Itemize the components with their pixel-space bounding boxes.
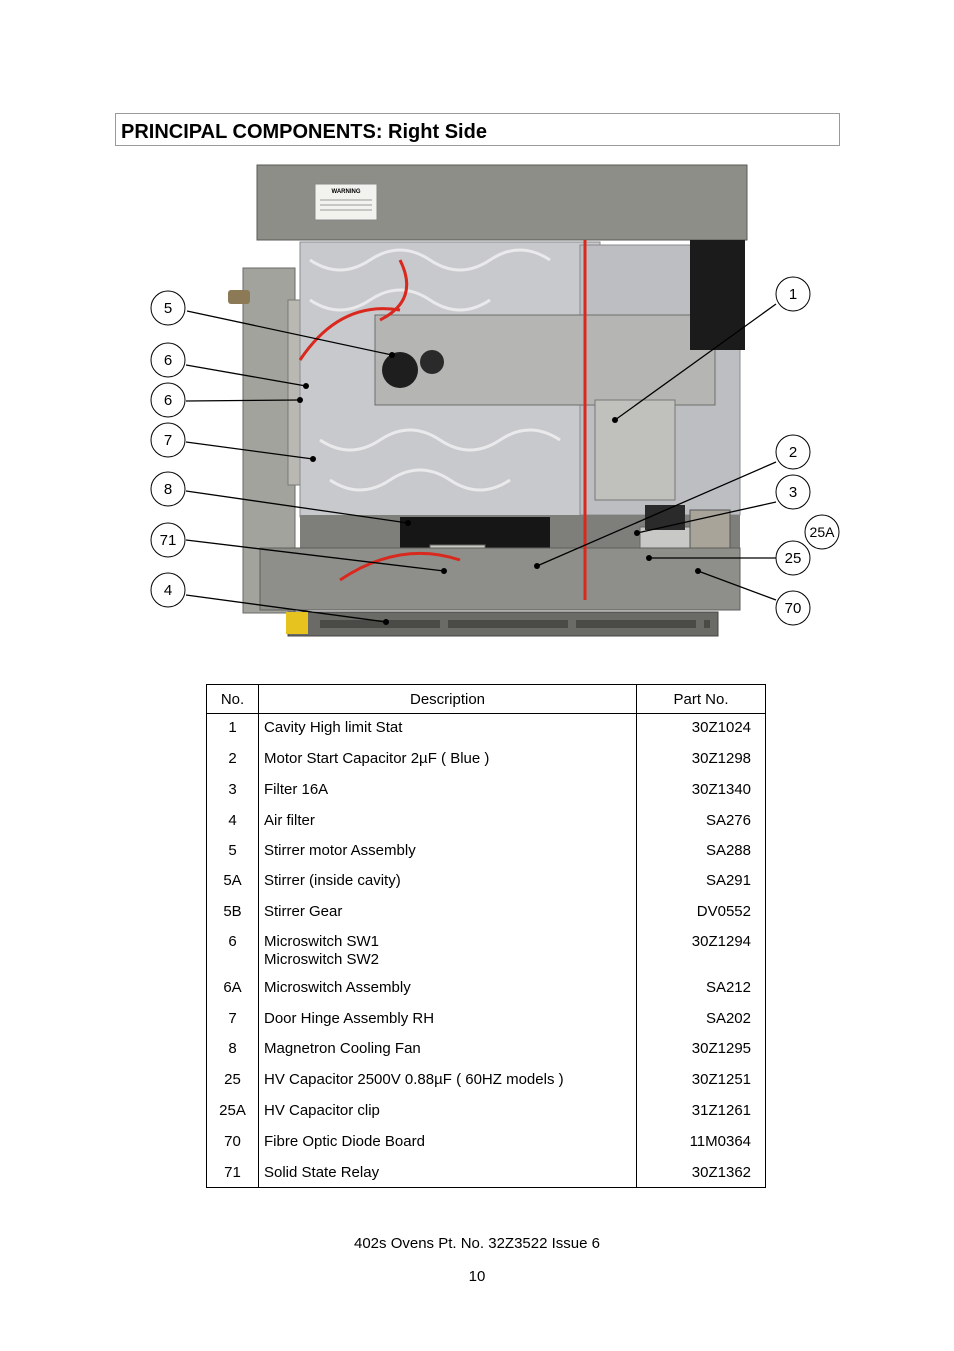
description-text: HV Capacitor 2500V 0.88µF ( 60HZ models ) [264,1071,564,1088]
table-row [207,773,766,804]
cell-part-no: 30Z1251 [637,1063,766,1094]
description-text: Microswitch SW1 [264,933,380,950]
magnetron-block [595,400,675,500]
door-knob [228,290,250,304]
table-row [207,1002,766,1032]
callout-6-label: 6 [163,352,173,369]
air-filter-tab [286,612,308,634]
callout-71-label: 71 [159,532,177,549]
cell-description [259,925,637,971]
cell-part-no: 11M0364 [637,1125,766,1156]
cell-item-no: 25A [207,1094,259,1125]
oven-right-side-photo [0,150,954,650]
section-heading-box [115,113,840,146]
cell-description [259,1032,637,1063]
callout-7-label: 7 [163,432,173,449]
callout-6-label: 6 [163,392,173,409]
document-reference: 402s Ovens Pt. No. 32Z3522 Issue 6 [354,1235,600,1252]
cell-part-no: SA212 [637,971,766,1002]
callout-25-label: 25 [784,550,802,567]
cell-part-no: 31Z1261 [637,1094,766,1125]
description-text: Motor Start Capacitor 2µF ( Blue ) [264,750,490,767]
cell-item-no: 71 [207,1156,259,1188]
cell-item-no: 6A [207,971,259,1002]
cell-description [259,714,637,743]
cell-item-no: 4 [207,804,259,834]
cell-item-no: 2 [207,742,259,773]
stirrer-motor [382,352,418,388]
table-row [207,1094,766,1125]
parts-table [206,684,766,1188]
cell-part-no: SA202 [637,1002,766,1032]
description-text: Door Hinge Assembly RH [264,1010,435,1027]
table-header-row [207,685,766,714]
fan-housing [690,240,745,350]
description-text: Air filter [264,812,315,829]
callout-1-label: 1 [788,286,798,303]
description-text: Stirrer (inside cavity) [264,872,401,889]
description-text: Stirrer Gear [264,903,343,920]
cell-part-no: 30Z1340 [637,773,766,804]
cell-part-no: DV0552 [637,895,766,925]
cell-part-no: 30Z1024 [637,714,766,743]
cell-part-no: SA291 [637,864,766,895]
table-row [207,925,766,971]
cell-part-no: 30Z1294 [637,925,766,971]
cell-description [259,971,637,1002]
cell-item-no: 5 [207,834,259,864]
callout-3-label: 3 [788,484,798,501]
description-text: Microswitch Assembly [264,979,411,996]
cell-part-no: 30Z1295 [637,1032,766,1063]
cell-description [259,1094,637,1125]
description-text: Solid State Relay [264,1164,380,1181]
cell-item-no: 3 [207,773,259,804]
table-row [207,742,766,773]
cell-item-no: 5B [207,895,259,925]
cell-item-no: 6 [207,925,259,971]
cell-part-no: 30Z1362 [637,1156,766,1188]
cell-description [259,834,637,864]
table-row [207,1063,766,1094]
cell-part-no: SA276 [637,804,766,834]
cell-description [259,742,637,773]
cell-description [259,1002,637,1032]
callout-2-label: 2 [788,444,798,461]
description-text: HV Capacitor clip [264,1102,380,1119]
cell-part-no: 30Z1298 [637,742,766,773]
cell-description [259,1063,637,1094]
parts-table-body [207,714,766,1188]
callout-4-label: 4 [163,582,173,599]
description-text: Cavity High limit Stat [264,719,403,736]
header-description: Description [259,685,637,714]
description-text: Stirrer motor Assembly [264,842,416,859]
table-row [207,804,766,834]
cell-description [259,773,637,804]
table-row [207,1125,766,1156]
table-row [207,714,766,743]
cell-description [259,1125,637,1156]
cell-description [259,864,637,895]
callout-8-label: 8 [163,481,173,498]
description-text: Filter 16A [264,781,329,798]
warning-label-text: WARNING [331,189,361,195]
table-row [207,864,766,895]
page-number: 10 [468,1268,486,1285]
cell-description [259,895,637,925]
callout-5-label: 5 [163,300,173,317]
section-heading: PRINCIPAL COMPONENTS: Right Side [121,121,487,143]
table-row [207,1032,766,1063]
cell-item-no: 70 [207,1125,259,1156]
cell-item-no: 25 [207,1063,259,1094]
description-text: Fibre Optic Diode Board [264,1133,425,1150]
cell-item-no: 5A [207,864,259,895]
table-row [207,895,766,925]
cell-item-no: 7 [207,1002,259,1032]
callout-25a-label: 25A [809,524,835,540]
header-no: No. [207,685,259,714]
cell-item-no: 8 [207,1032,259,1063]
header-part-no: Part No. [637,685,766,714]
table-row [207,1156,766,1188]
description-text: Magnetron Cooling Fan [264,1040,421,1057]
stirrer-gear [420,350,444,374]
callout-70-label: 70 [784,600,802,617]
cell-part-no: SA288 [637,834,766,864]
cell-description [259,804,637,834]
table-row [207,834,766,864]
description-text: Microswitch SW2 [264,951,380,968]
cell-item-no: 1 [207,714,259,743]
cell-description [259,1156,637,1188]
table-row [207,971,766,1002]
